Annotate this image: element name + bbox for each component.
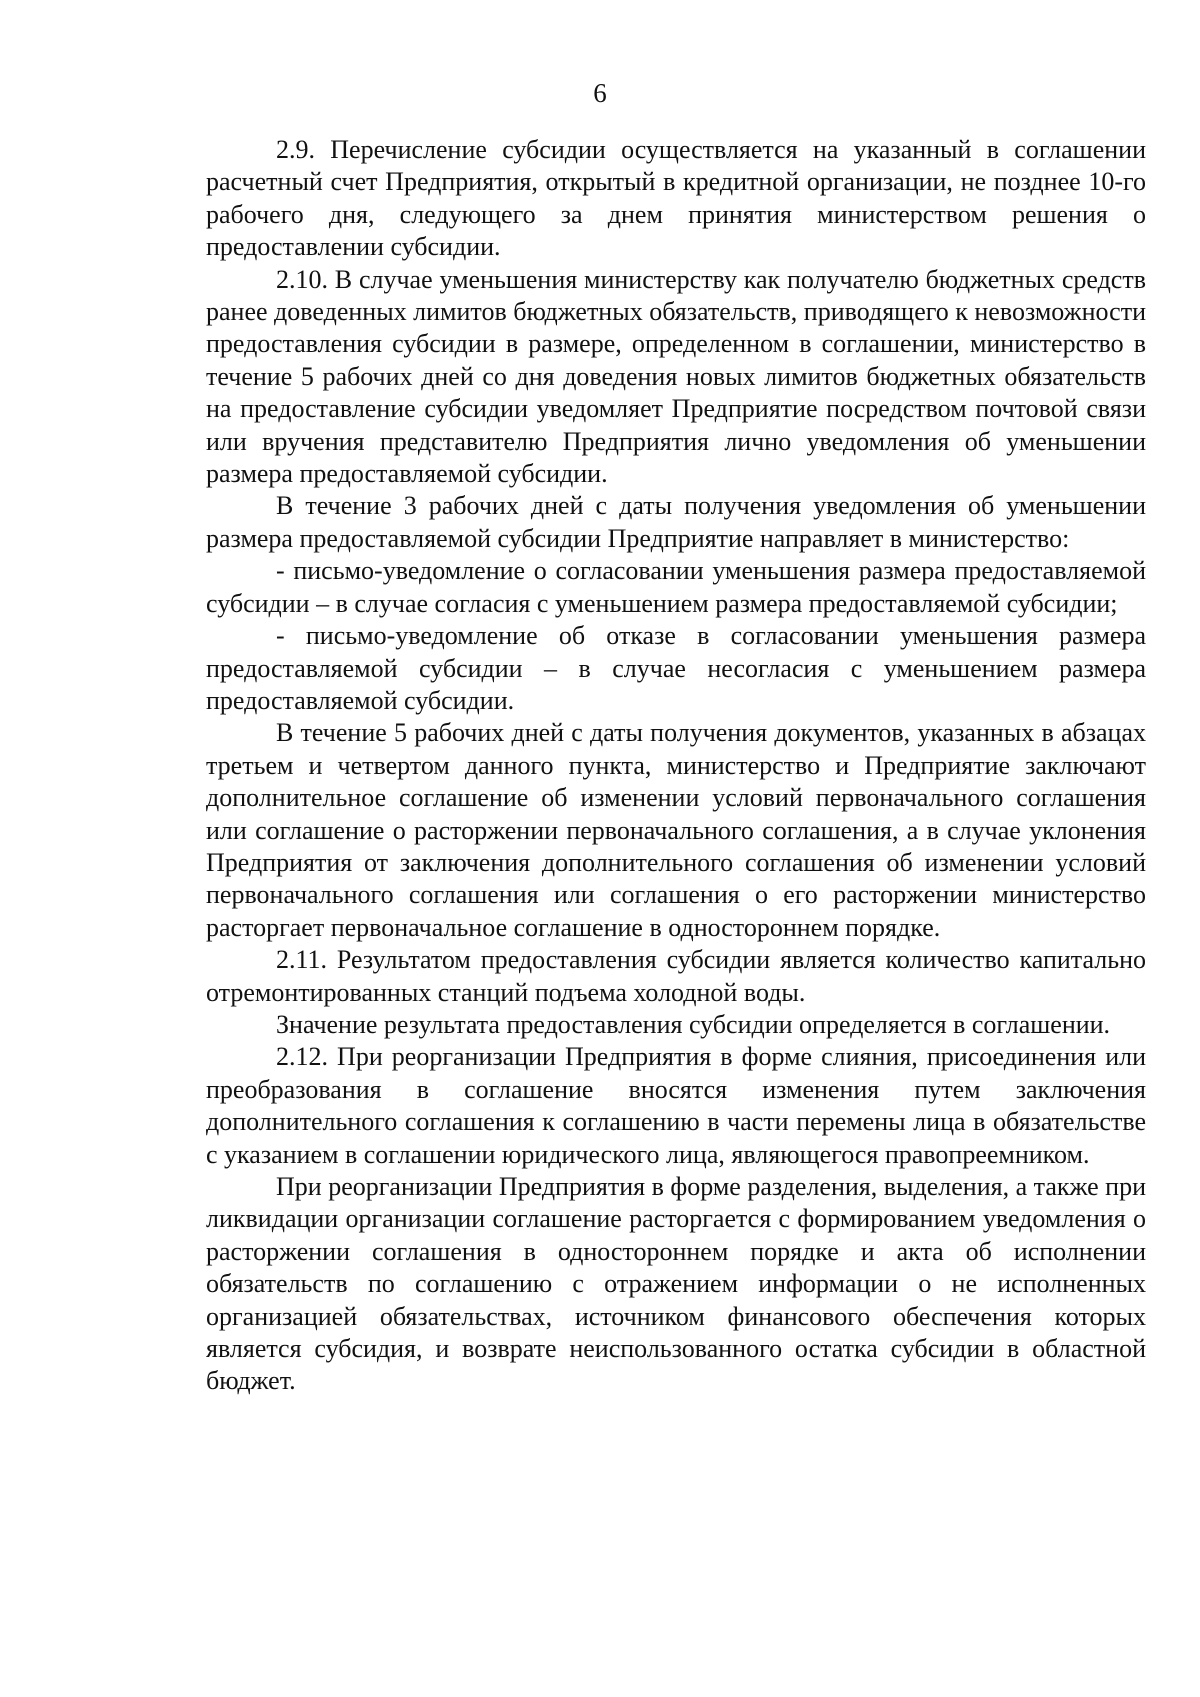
- paragraph-2-11: 2.11. Результатом предоставления субсидии является количество капитально отремонтированных станций подъема холодной воды.: [206, 945, 1146, 1007]
- list-item-agreement-letter: - письмо-уведомление о согласовании уменьшения размера предоставляемой субсидии – в случае согласия с уменьшением размера предоставляемой субсидии;: [206, 556, 1146, 618]
- document-body: [206, 134, 1146, 1398]
- list-item-refusal-letter: - письмо-уведомление об отказе в согласовании уменьшения размера предоставляемой субсидии – в случае несогласия с уменьшением размера предоставляемой субсидии.: [206, 621, 1146, 715]
- paragraph-2-12: 2.12. При реорганизации Предприятия в форме слияния, присоединения или преобразования в соглашение вносятся изменения путем заключения дополнительного соглашения к соглашению в части перемены лица в обязательстве с указанием в соглашении юридического лица, являющегося правопреемником.: [206, 1042, 1146, 1169]
- paragraph-2-10: 2.10. В случае уменьшения министерству как получателю бюджетных средств ранее доведенных лимитов бюджетных обязательств, приводящего к невозможности предоставления субсидии в размере, определенном в соглашении, министерство в течение 5 рабочих дней со дня доведения новых лимитов бюджетных обязательств на предоставление субсидии уведомляет Предприятие посредством почтовой связи или вручения представителю Предприятия лично уведомления об уменьшении размера предоставляемой субсидии.: [206, 264, 1146, 489]
- paragraph-additional-agreement: В течение 5 рабочих дней с даты получения документов, указанных в абзацах третьем и четвертом данного пункта, министерство и Предприятие заключают дополнительное соглашение об изменении условий первоначального соглашения или соглашение о расторжении первоначального соглашения, а в случае уклонения Предприятия от заключения дополнительного соглашения об изменении условий первоначального соглашения или соглашения о его расторжении министерство расторгает первоначальное соглашение в одностороннем порядке.: [206, 718, 1146, 942]
- paragraph-notice-period: В течение 3 рабочих дней с даты получения уведомления об уменьшении размера предоставляемой субсидии Предприятие направляет в министерство:: [206, 491, 1146, 553]
- paragraph-result-value: Значение результата предоставления субсидии определяется в соглашении.: [276, 1009, 1111, 1039]
- paragraph-reorganization-division: При реорганизации Предприятия в форме разделения, выделения, а также при ликвидации организации соглашение расторгается с формированием уведомления о расторжении соглашения в одностороннем порядке и акта об исполнении обязательств по соглашению с отражением информации о не исполненных организацией обязательствах, источником финансового обеспечения которых является субсидия, и возврате неиспользованного остатка субсидии в областной бюджет.: [206, 1172, 1146, 1396]
- paragraph-2-9: 2.9. Перечисление субсидии осуществляется на указанный в соглашении расчетный счет Предприятия, открытый в кредитной организации, не позднее 10-го рабочего дня, следующего за днем принятия министерством решения о предоставлении субсидии.: [206, 135, 1146, 262]
- page-number: 6: [593, 78, 607, 108]
